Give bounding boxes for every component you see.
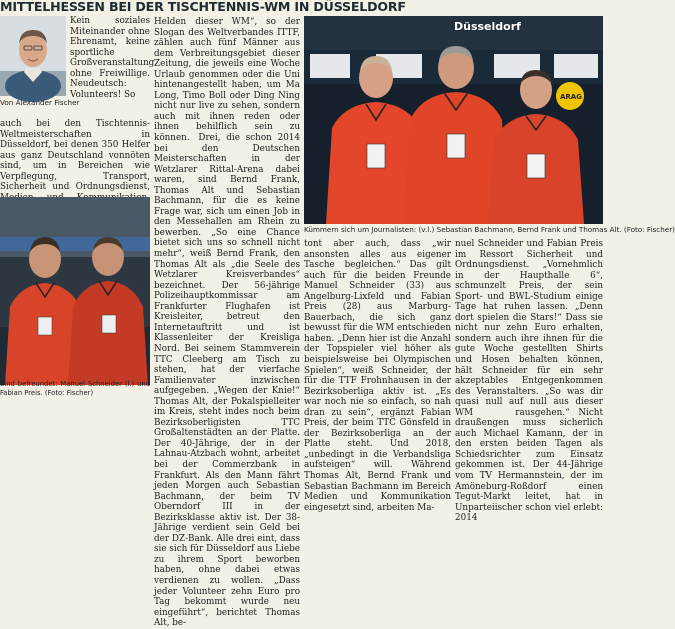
author-caption: Von Alexander Fischer xyxy=(0,98,80,107)
volunteers-caption: Sind befreundet: Manuel Schneider (l.) und Fabian Preis. (Foto: Fischer) xyxy=(0,380,150,397)
article-column-1: auch bei den Tischtennis-Weltmeisterschaften in Düsseldorf, bei denen 350 Helfer aus ganz Deutschland vonnöten sind, um in Bereichen wie Verpflegung, Transport, Sicherheit und Ordnungsdienst, xyxy=(0,119,150,193)
sponsor-badge-text: ARAG xyxy=(560,93,582,101)
journalists-caption: Kümmern sich um Journalisten: (v.l.) Sebastian Bachmann, Bernd Frank und Thomas Alt. (Foto: Fischer) xyxy=(304,225,675,234)
article-column-1-top: Kein soziales Miteinander ohne Ehrenamt, keine sportliche Großveranstaltung ohne Freiwillige. Neudeutsch: Volunteers! So xyxy=(70,16,155,100)
article-column-3: tont aber auch, dass „wir ansonsten alles aus eigener Tasche begleichen.“ Das gilt auch für die beiden Freunde Manuel Schneider (33) aus Angelburg-Lixfeld und Fabian Preis (28) aus Marburg-Bauerbach, die sich ganz bewusst für die WM entschieden haben. „Denn hier ist die Anzahl der Topspieler viel höher als beispielsweise bei Olympischen Spielen“, weiß Schneider, der für die TTF Frohnhausen in der Bezirksoberliga aktiv ist. „Es war noch nie so einfach, so nah dran zu sein“, ergänzt Fabian Preis, der beim TTC Gönsfeld in der Bezirksoberliga an der Platte steht. Und 2018, „unbedingt in die Verbandsliga aufsteigen“ will. Während Thomas Alt, Bernd Frank und Sebastian Bachmann im Bereich Medien und Kommunikation eingesetzt sind, arbeiten Ma- xyxy=(304,239,451,513)
photo-sign-text: Düsseldorf xyxy=(454,20,521,33)
volunteers-photo xyxy=(0,197,150,385)
article-column-2: Helden dieser WM“, so der Slogan des Weltverbandes ITTF, zählen auch fünf Männer aus dem Verbreitungsgebiet dieser Zeitung, die jeweils eine Woche Urlaub genommen oder die Uni hintenangestellt haben, um Ma Long, Timo Boll oder Ding Ning nicht nur live zu sehen, sondern auch mit ihnen reden oder ihnen behilflich sein zu können. Drei, die schon 2014 bei den Deutschen Meisterschaften in der Wetzlarer Rittal-Arena dabei waren, sind Bernd Frank, Thomas Alt und Sebastian Bachmann, für die es keine Frage war, sich um einen Job in den Messehallen am Rhein zu bewerben. „So eine Chance bietet sich uns so schnell nicht mehr“, weiß Bernd Frank, den Thomas Alt als „die Seele des Wetzlarer Kreisverbandes“ bezeichnet. Der 56-jährige Polizeihauptkommissar am Frankfurter Flughafen ist Kreisleiter, betreut den Internetauftritt und ist Klassenleiter der Kreisliga Nord. Bei seinem Stammverein TTC Cleeberg am Tisch zu stehen, hat der vierfache Familienvater inzwischen aufgegeben. „Wegen der Knie!“ Thomas Alt, der Pokalspielleiter im Kreis, steht indes noch beim Bezirksoberligisten TTC Großaltenstädten an der Platte. Der 40-Jährige, der in der Lahnau-Atzbach wohnt, arbeitet bei der Commerzbank in Frankfurt. Als den Mann fährt jeden Morgen auch Sebastian Bachmann, der beim TV Oberndorf III in der Bezirksklasse aktiv ist. Der 38-Jährige verdient sein Geld bei der DZ-Bank. Alle drei eint, dass sie sich für Düsseldorf aus Liebe zu ihrem Sport beworben haben, ohne dabei etwas verdienen zu wollen. „Dass jeder Volunteer zehn Euro pro Tag bekommt wurde neu eingeführt“, berichtet Thomas Alt, be- xyxy=(154,17,300,629)
journalists-photo xyxy=(304,16,603,224)
author-portrait xyxy=(0,16,66,96)
article-column-4: nuel Schneider und Fabian Preis im Ressort Sicherheit und Ordnungsdienst. „Vornehmlich in der Haupthalle 6“, schmunzelt Preis, der sein Sport- und BWL-Studium einige Tage hat ruhen lassen. „Denn dort spielen die Stars!“ Dass sie nicht nur zehn Euro erhalten, sondern auch ihre ihnen für die gute Woche gestellten Shirts und Hosen behalten können, hält Schneider für ein sehr akzeptables Entgegenkommen des Veranstalters. „So was dir quasi null auf null aus dieser WM rausgehen.“ Nicht draußengen muss sicherlich auch Michael Kamann, der in den ersten beiden Tagen als Schiedsrichter zum Einsatz gekommen ist. Der 44-Jährige vom TV Hermannstein, der im Amöneburg-Roßdorf einen Tegut-Markt leitet, hat in Unparteiischer schon viel erlebt: 2014 xyxy=(455,239,603,524)
headline: MITTELHESSEN BEI DER TISCHTENNIS-WM IN DÜSSELDORF xyxy=(0,0,406,14)
